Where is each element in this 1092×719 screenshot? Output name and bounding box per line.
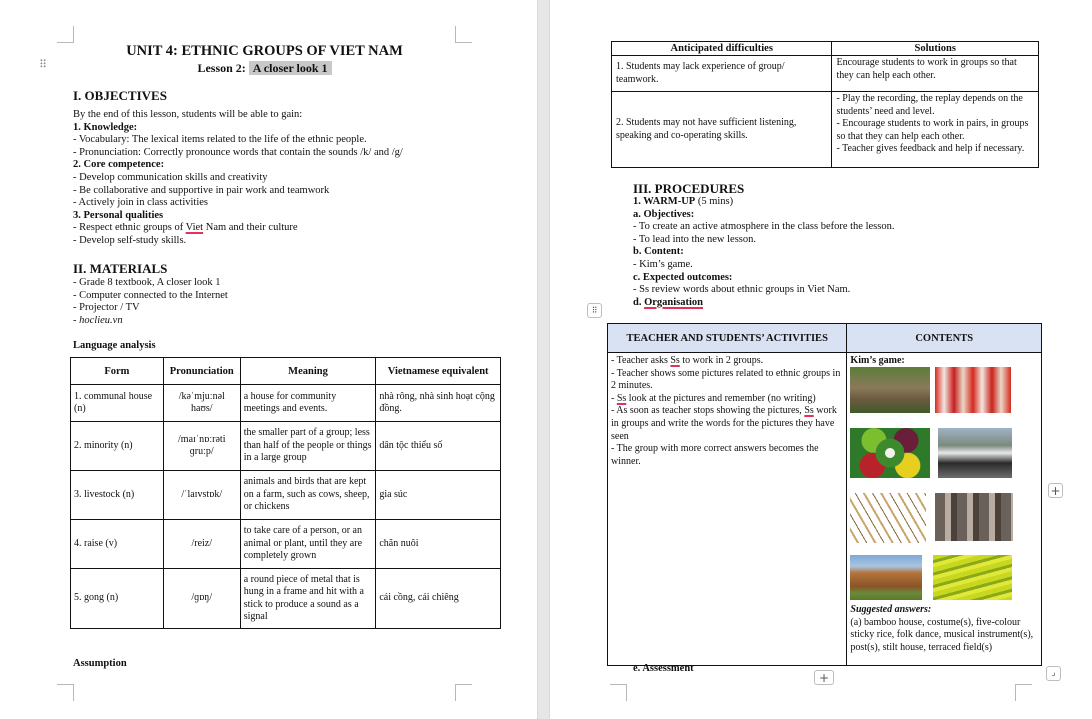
column-header: Meaning [240, 358, 376, 385]
activity-line [611, 443, 843, 468]
difficulties-table [611, 41, 1039, 168]
margin-mark-top-right [455, 26, 472, 43]
form-cell: 3. livestock (n) [71, 471, 164, 520]
form-cell: 5. gong (n) [71, 569, 164, 629]
contents-cell [847, 353, 1042, 666]
solution-cell [832, 92, 1039, 168]
add-column-button[interactable]: + [1048, 483, 1063, 498]
lesson-prefix: Lesson 2: [197, 61, 249, 75]
vietnamese-cell: cái cồng, cái chiêng [376, 569, 501, 629]
table-row [71, 385, 501, 422]
activity-line [611, 355, 843, 368]
personal-heading: 3. Personal qualities [73, 209, 164, 221]
table-header-row [608, 324, 1042, 353]
core-item: - Develop communication skills and creativity [73, 171, 268, 183]
knowledge-item: - Vocabulary: The lexical items related to the life of the ethnic people. [73, 134, 367, 146]
text: to work in 2 groups. [679, 355, 764, 366]
text: look at the pictures and remember (no writing) [626, 392, 816, 404]
meaning-cell: the smaller part of a group; less than half of the people or things in a large group [240, 422, 376, 471]
objectives-body [73, 109, 493, 248]
solution-line: - Encourage students to work in pairs, in groups so that they can help each other. [836, 118, 1029, 142]
text: Nam and their culture [203, 222, 298, 234]
text: - Teacher asks [611, 355, 671, 366]
difficulty-cell: 2. Students may not have sufficient listening, speaking and co-operating skills. [612, 92, 832, 168]
assumption-heading: Assumption [73, 658, 127, 669]
suggested-text: (a) bamboo house, costume(s), five-colour sticky rice, folk dance, musical instrument(s), post(s), stilt house, terraced field(s) [850, 616, 1034, 653]
table-header-row [612, 42, 1039, 56]
stilt-house-photo [850, 555, 922, 600]
material-item: - Grade 8 textbook, A closer look 1 [73, 277, 221, 288]
difficulty-cell: 1. Students may lack experience of group/ teamwork. [612, 56, 832, 92]
meaning-cell: animals and birds that are kept on a farm, such as cows, sheep, or chickens [240, 471, 376, 520]
content-subheading: b. Content: [633, 246, 684, 258]
solution-line: - Teacher gives feedback and help if necessary. [836, 143, 1025, 154]
table-row [612, 92, 1039, 168]
objectives-intro: By the end of this lesson, students will be able to gain: [73, 109, 303, 120]
solution-line: - Play the recording, the replay depends on the students’ need and level. [836, 93, 1023, 117]
spellcheck-mark[interactable]: Organisation [644, 296, 704, 308]
terraced-fields-photo [933, 555, 1012, 600]
form-cell: 4. raise (v) [71, 520, 164, 569]
activity-line [611, 393, 843, 406]
suggested-heading: Suggested answers: [850, 604, 932, 615]
text: - As soon as teacher stops showing the pictures, [611, 405, 805, 417]
pronunciation-cell: /ɡɒŋ/ [163, 569, 240, 629]
material-item: - Computer connected to the Internet [73, 289, 228, 301]
column-header: Pronunciation [163, 358, 240, 385]
column-header: Anticipated difficulties [612, 42, 832, 56]
activities-cell [608, 353, 847, 666]
column-header: Solutions [832, 42, 1039, 56]
table-row [71, 422, 501, 471]
column-header: Vietnamese equivalent [376, 358, 501, 385]
vietnamese-cell: dân tộc thiểu số [376, 422, 501, 471]
unit-title: UNIT 4: ETHNIC GROUPS OF VIET NAM [126, 43, 403, 59]
margin-mark-bottom-right [455, 684, 472, 701]
table-move-handle[interactable]: ⠿ [587, 303, 602, 318]
table-resize-handle[interactable]: ⌟ [1046, 666, 1061, 681]
content-item: - Kim’s game. [633, 258, 693, 270]
text: - Respect ethnic groups of [73, 222, 186, 234]
pronunciation-cell: /ˈlaɪvstɒk/ [163, 471, 240, 520]
knowledge-heading: 1. Knowledge: [73, 121, 138, 133]
procedures-heading: III. PROCEDURES [633, 181, 745, 196]
personal-item [73, 222, 493, 235]
text: - The group with more correct answers becomes the winner. [611, 443, 819, 467]
costume-photo [935, 367, 1011, 413]
objectives-heading: I. OBJECTIVES [73, 88, 167, 103]
form-cell: 1. communal house (n) [71, 385, 164, 422]
warmup-section [633, 196, 1053, 309]
table-row [71, 520, 501, 569]
spellcheck-mark[interactable]: Ss [670, 355, 680, 366]
objective-item: - To create an active atmosphere in the class before the lesson. [633, 221, 895, 233]
warmup-heading [633, 196, 1053, 209]
assessment-heading: e. Assessment [633, 663, 694, 674]
document-page-1 [0, 0, 537, 719]
language-analysis-table [70, 357, 501, 629]
meaning-cell: a house for community meetings and events. [240, 385, 376, 422]
table-header-row [71, 358, 501, 385]
meaning-cell: to take care of a person, or an animal or plant, until they are completely grown [240, 520, 376, 569]
margin-mark-bottom-left [610, 684, 627, 701]
suggested-answers [850, 604, 1038, 654]
sticky-rice-photo [850, 428, 930, 478]
spellcheck-mark[interactable]: Ss [804, 405, 814, 417]
column-header: CONTENTS [847, 324, 1042, 353]
solution-cell: Encourage students to work in groups so that they can help each other. [832, 56, 1039, 92]
activity-line [611, 405, 843, 443]
form-cell: 2. minority (n) [71, 422, 164, 471]
meaning-cell: a round piece of metal that is hung in a frame and hit with a stick to produce a sound as a signal [240, 569, 376, 629]
table-row [608, 353, 1042, 666]
column-header: Form [71, 358, 164, 385]
text: 1. WARM-UP [633, 196, 696, 207]
margin-mark-top-left [57, 26, 74, 43]
kims-game-heading: Kim’s game: [850, 355, 905, 366]
core-item: - Actively join in class activities [73, 197, 209, 209]
materials-heading: II. MATERIALS [73, 261, 168, 276]
spellcheck-mark[interactable]: Ss [616, 392, 627, 404]
material-item: - Projector / TV [73, 302, 140, 314]
personal-item: - Develop self-study skills. [73, 234, 187, 246]
document-page-2 [550, 0, 1092, 719]
outcome-item: - Ss review words about ethnic groups in Viet Nam. [633, 284, 851, 296]
core-heading: 2. Core competence: [73, 159, 165, 171]
table-row [612, 56, 1039, 92]
materials-list [73, 277, 493, 327]
activity-line [611, 368, 843, 393]
column-header: TEACHER AND STUDENTS’ ACTIVITIES [608, 324, 847, 353]
add-row-button[interactable]: + [814, 670, 834, 685]
pronunciation-cell: /kəˈmjuːnəl haʊs/ [163, 385, 240, 422]
pronunciation-cell: /maɪˈnɒːrəti ɡruːp/ [163, 422, 240, 471]
pronunciation-cell: /reiz/ [163, 520, 240, 569]
text: - [73, 314, 80, 326]
vietnamese-cell: nhà rông, nhà sinh hoạt cộng đồng. [376, 385, 501, 422]
margin-mark-bottom-right [1015, 684, 1032, 701]
folk-dance-photo [938, 428, 1012, 478]
lesson-highlight: A closer look 1 [249, 61, 332, 75]
text: work in groups and write the words for the pictures they have seen [611, 405, 837, 442]
language-analysis-heading: Language analysis [73, 340, 156, 351]
vietnamese-cell: gia súc [376, 471, 501, 520]
text: - Teacher shows some pictures related to ethnic groups in 2 minutes. [611, 367, 841, 392]
activities-table [607, 323, 1042, 666]
knowledge-item: - Pronunciation: Correctly pronounce words that contain the sounds /k/ and /g/ [73, 146, 403, 158]
material-item [73, 315, 493, 328]
objectives-subheading: a. Objectives: [633, 208, 695, 220]
lesson-title [72, 61, 457, 76]
website-text: hoclieu.vn [79, 314, 123, 326]
table-row [71, 569, 501, 629]
text: d. [633, 296, 645, 308]
bamboo-house-photo [850, 367, 930, 413]
vietnamese-cell: chăn nuôi [376, 520, 501, 569]
core-item: - Be collaborative and supportive in pair work and teamwork [73, 184, 330, 196]
duration-text: (5 mins) [695, 196, 734, 207]
table-row [71, 471, 501, 520]
text: - [611, 392, 617, 404]
paragraph-move-handle[interactable]: ⠿ [39, 59, 48, 71]
outcomes-subheading: c. Expected outcomes: [633, 271, 733, 283]
posts-photo [935, 493, 1013, 541]
spellcheck-mark[interactable]: Viet [185, 222, 204, 234]
margin-mark-bottom-left [57, 684, 74, 701]
musical-instruments-photo [850, 493, 926, 543]
organisation-subheading [633, 297, 1053, 310]
objective-item: - To lead into the new lesson. [633, 233, 757, 245]
page-gutter [537, 0, 550, 719]
